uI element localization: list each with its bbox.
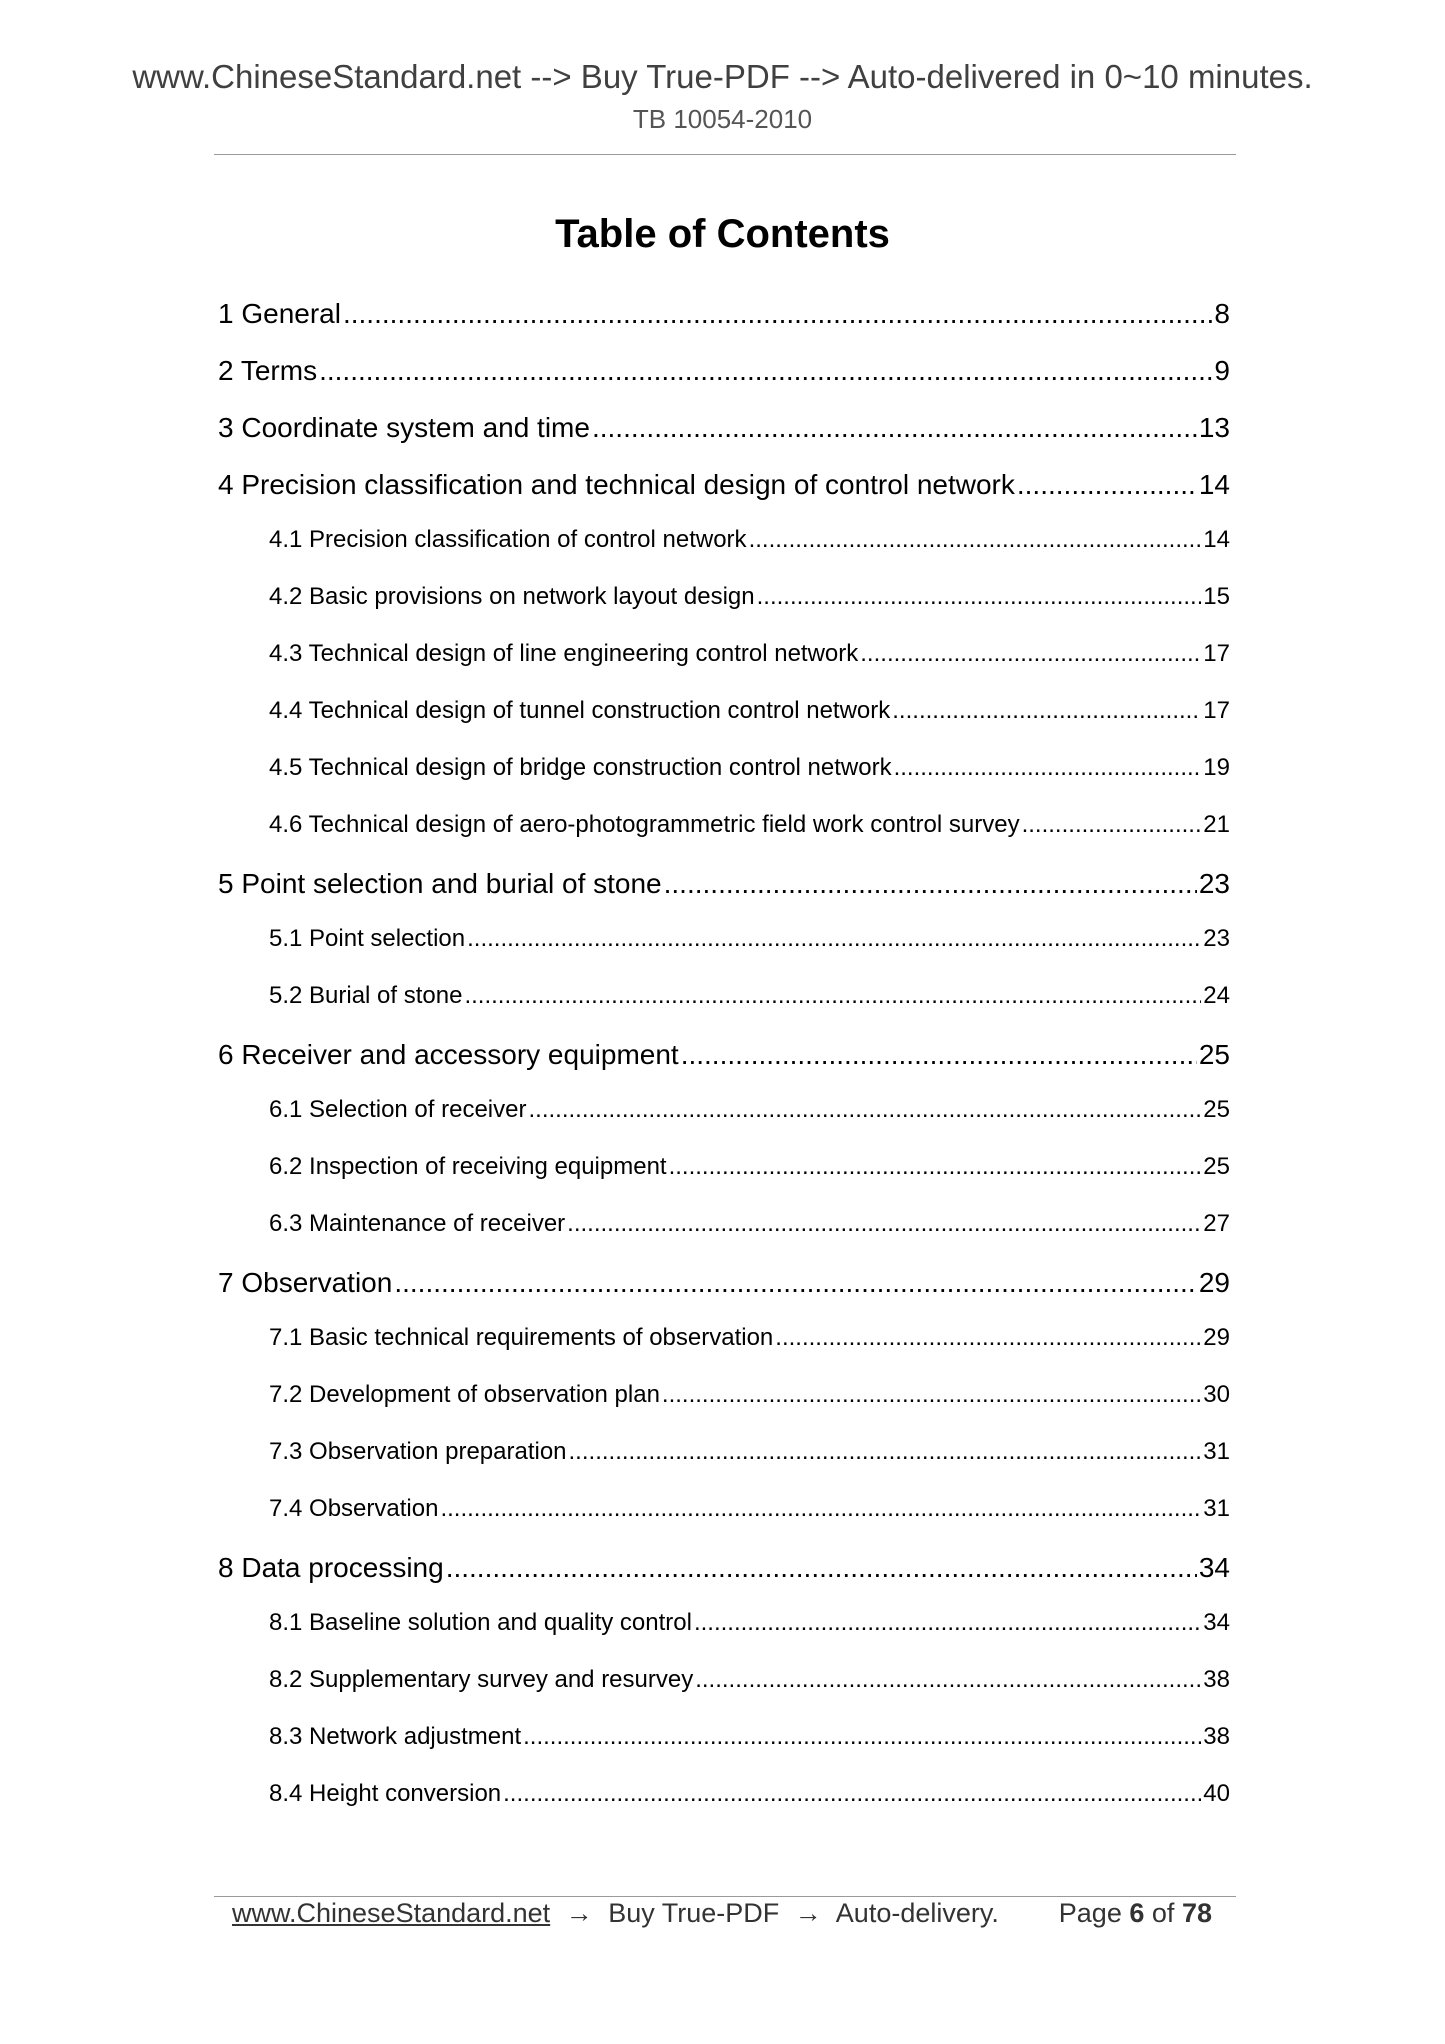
toc-entry-page: 15 <box>1203 583 1230 610</box>
toc-entry-label: 7.1 Basic technical requirements of observation <box>269 1324 774 1351</box>
arrow-right-icon: → <box>565 1898 593 1928</box>
toc-entry-section[interactable] <box>218 1324 1230 1381</box>
page-footer <box>232 1898 1232 1938</box>
toc-entry-chapter[interactable] <box>218 412 1230 469</box>
toc-entry-label: 4 Precision classification and technical design of control network <box>218 469 1015 500</box>
toc-entry-section[interactable] <box>218 1381 1230 1438</box>
toc-entry-section[interactable] <box>218 982 1230 1039</box>
footer-delivery-text: Auto-delivery. <box>835 1898 999 1928</box>
toc-entry-page: 31 <box>1203 1495 1230 1522</box>
toc-entry-page: 23 <box>1203 925 1230 952</box>
toc-entry-label: 7.3 Observation preparation <box>269 1438 567 1465</box>
dot-leader <box>894 754 1202 782</box>
toc-entry-page: 19 <box>1203 754 1230 781</box>
dot-leader <box>592 412 1197 444</box>
toc-entry-label: 3 Coordinate system and time <box>218 412 590 443</box>
toc-entry-page: 24 <box>1203 982 1230 1009</box>
document-code: TB 10054-2010 <box>632 104 813 134</box>
toc-entry-section[interactable] <box>218 697 1230 754</box>
toc-entry-section[interactable] <box>218 1495 1230 1552</box>
dot-leader <box>1017 469 1197 501</box>
dot-leader <box>775 1324 1201 1352</box>
toc-entry-chapter[interactable] <box>218 1267 1230 1324</box>
toc-entry-section[interactable] <box>218 1210 1230 1267</box>
toc-entry-label: 8.3 Network adjustment <box>269 1723 522 1750</box>
toc-entry-chapter[interactable] <box>218 1552 1230 1609</box>
toc-entry-label: 4.3 Technical design of line engineering control network <box>269 640 859 667</box>
toc-entry-section[interactable] <box>218 1609 1230 1666</box>
footer-website-link[interactable]: www.ChineseStandard.net <box>232 1898 551 1928</box>
dot-leader <box>394 1267 1197 1299</box>
toc-entry-label: 7.4 Observation <box>269 1495 439 1522</box>
toc-entry-section[interactable] <box>218 526 1230 583</box>
toc-entry-page: 14 <box>1203 526 1230 553</box>
toc-entry-label: 8.1 Baseline solution and quality control <box>269 1609 692 1636</box>
toc-entry-chapter[interactable] <box>218 868 1230 925</box>
toc-entry-page: 25 <box>1203 1153 1230 1180</box>
toc-entry-chapter[interactable] <box>218 355 1230 412</box>
dot-leader <box>664 868 1197 900</box>
toc-entry-label: 4.5 Technical design of bridge construction control network <box>269 754 892 781</box>
dot-leader <box>528 1096 1201 1124</box>
toc-entry-section[interactable] <box>218 640 1230 697</box>
toc-entry-section[interactable] <box>218 925 1230 982</box>
toc-entry-label: 4.4 Technical design of tunnel construction control network <box>269 697 891 724</box>
toc-entry-page: 34 <box>1198 1552 1230 1583</box>
dot-leader <box>503 1780 1201 1808</box>
toc-entry-label: 6 Receiver and accessory equipment <box>218 1039 679 1070</box>
dot-leader <box>669 1153 1202 1181</box>
toc-entry-page: 17 <box>1203 640 1230 667</box>
toc-entry-label: 4.6 Technical design of aero-photogrammetric field work control survey <box>269 811 1020 838</box>
dot-leader <box>694 1609 1201 1637</box>
toc-entry-page: 30 <box>1203 1381 1230 1408</box>
toc-entry-chapter[interactable] <box>218 298 1230 355</box>
dot-leader <box>567 1210 1201 1238</box>
toc-entry-section[interactable] <box>218 1723 1230 1780</box>
toc-entry-label: 2 Terms <box>218 355 318 386</box>
dot-leader <box>343 298 1212 330</box>
toc-entry-page: 25 <box>1203 1096 1230 1123</box>
page-word: Page <box>1058 1898 1122 1928</box>
toc-entry-page: 14 <box>1198 469 1230 500</box>
dot-leader <box>464 982 1201 1010</box>
page-indicator <box>1059 1898 1212 1929</box>
dot-leader <box>662 1381 1201 1409</box>
toc-entry-section[interactable] <box>218 1153 1230 1210</box>
arrow-right-icon: → <box>794 1898 822 1928</box>
dot-leader <box>523 1723 1201 1751</box>
dot-leader <box>695 1666 1201 1694</box>
toc-entry-section[interactable] <box>218 811 1230 868</box>
toc-entry-page: 38 <box>1203 1666 1230 1693</box>
toc-entry-section[interactable] <box>218 1666 1230 1723</box>
dot-leader <box>892 697 1201 725</box>
dot-leader <box>319 355 1212 387</box>
dot-leader <box>467 925 1201 953</box>
header-divider <box>214 154 1236 155</box>
dot-leader <box>440 1495 1201 1523</box>
toc-entry-chapter[interactable] <box>218 469 1230 526</box>
toc-entry-label: 8 Data processing <box>218 1552 444 1583</box>
toc-entry-page: 40 <box>1203 1780 1230 1807</box>
toc-entry-page: 29 <box>1203 1324 1230 1351</box>
dot-leader <box>860 640 1201 668</box>
toc-entry-page: 9 <box>1214 355 1230 386</box>
toc-entry-label: 7 Observation <box>218 1267 393 1298</box>
footer-divider <box>214 1896 1236 1897</box>
page-total: 78 <box>1181 1898 1212 1928</box>
toc-entry-label: 6.3 Maintenance of receiver <box>269 1210 566 1237</box>
toc-entry-page: 34 <box>1203 1609 1230 1636</box>
dot-leader <box>569 1438 1202 1466</box>
toc-entry-label: 6.1 Selection of receiver <box>269 1096 527 1123</box>
footer-buy-text: Buy True-PDF <box>608 1898 780 1928</box>
toc-entry-section[interactable] <box>218 1780 1230 1837</box>
toc-entry-page: 25 <box>1198 1039 1230 1070</box>
toc-entry-page: 29 <box>1198 1267 1230 1298</box>
dot-leader <box>749 526 1202 554</box>
dot-leader <box>681 1039 1197 1071</box>
toc-entry-label: 5.1 Point selection <box>269 925 466 952</box>
table-of-contents <box>218 298 1230 1837</box>
page-title: Table of Contents <box>555 212 890 256</box>
toc-entry-page: 31 <box>1203 1438 1230 1465</box>
toc-entry-label: 4.2 Basic provisions on network layout design <box>269 583 755 610</box>
toc-entry-label: 4.1 Precision classification of control network <box>269 526 747 553</box>
toc-entry-page: 17 <box>1203 697 1230 724</box>
toc-entry-page: 38 <box>1203 1723 1230 1750</box>
toc-entry-chapter[interactable] <box>218 1039 1230 1096</box>
toc-entry-page: 13 <box>1198 412 1230 443</box>
page-current: 6 <box>1129 1898 1145 1928</box>
toc-entry-section[interactable] <box>218 1438 1230 1495</box>
toc-entry-label: 5.2 Burial of stone <box>269 982 463 1009</box>
toc-entry-page: 8 <box>1214 298 1230 329</box>
toc-entry-section[interactable] <box>218 1096 1230 1153</box>
toc-entry-label: 7.2 Development of observation plan <box>269 1381 660 1408</box>
dot-leader <box>1022 811 1202 839</box>
dot-leader <box>446 1552 1197 1584</box>
toc-entry-section[interactable] <box>218 754 1230 811</box>
toc-entry-page: 27 <box>1203 1210 1230 1237</box>
toc-entry-label: 5 Point selection and burial of stone <box>218 868 662 899</box>
toc-entry-label: 6.2 Inspection of receiving equipment <box>269 1153 667 1180</box>
toc-entry-page: 23 <box>1198 868 1230 899</box>
of-word: of <box>1151 1898 1175 1928</box>
header-banner: www.ChineseStandard.net --> Buy True-PDF --> Auto-delivered in 0~10 minutes. <box>132 58 1313 95</box>
toc-entry-label: 1 General <box>218 298 341 329</box>
toc-entry-label: 8.2 Supplementary survey and resurvey <box>269 1666 694 1693</box>
toc-entry-label: 8.4 Height conversion <box>269 1780 502 1807</box>
dot-leader <box>757 583 1202 611</box>
toc-entry-section[interactable] <box>218 583 1230 640</box>
toc-entry-page: 21 <box>1203 811 1230 838</box>
